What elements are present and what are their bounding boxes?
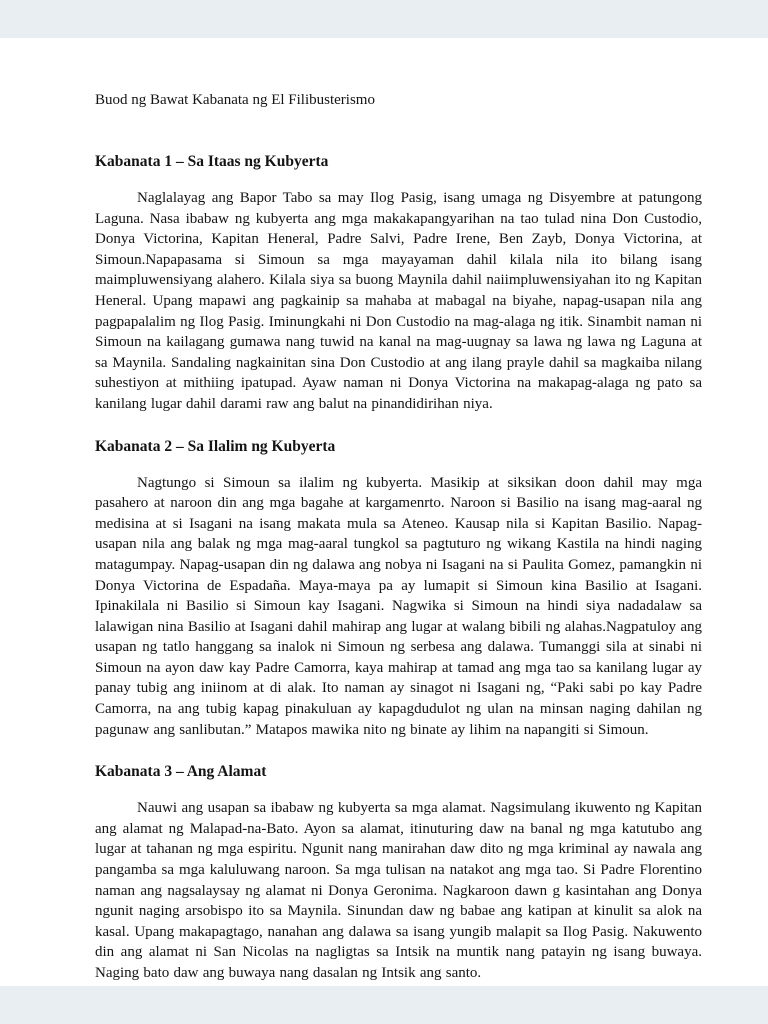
document-title: Buod ng Bawat Kabanata ng El Filibusterismo <box>95 92 375 108</box>
chapter-section-3 <box>95 762 702 983</box>
chapter-2-summary-text: Nagtungo si Simoun sa ilalim ng kubyerta. Masikip at siksikan doon dahil may mga pasahero at naroon din ang mga bagahe at kargamenrto. Naroon si Basilio na isang mag-aaral ng medisina at si Isagani na isang makata mula sa Ateneo. Kausap nila si Kapitan Basilio. Napag-usapan nila ang balak ng mga mag-aaral tungkol sa pagtuturo ng wikang Kastila na hindi naging matagumpay. Napag-usapan din ng dalawa ang nobya ni Isagani na si Paulita Gomez, pamangkin ni Donya Victorina de Espadaña. Maya-maya pa ay lumapit si Simoun kina Basilio at Isagani. Ipinakilala ni Basilio si Simoun kay Isagani. Nagwika si Simoun na hindi siya nadadalaw sa lalawigan nina Basilio at Isagani dahil mahirap ang lugar at walang bibili ng alahas.Nagpatuloy ang usapan ng tatlo hanggang sa inalok ni Simoun ng serbesa ang dalawa. Tumanggi sila at sinabi ni Simoun na ayon daw kay Padre Camorra, kaya mahirap at tamad ang mga tao sa kanilang lugar ay panay tubig ang iniinom at di alak. Ito naman ay sinagot ni Isagani ng, “Paki sabi po kay Padre Camorra, na ang tubig kapag pinakuluan ay kapagdudulot ng ulan na minsan naging dahilan ng pagunaw ang sanlibutan.” Matapos mawika nito ng binate ay lihim na napangiti si Simoun. <box>95 474 702 738</box>
chapter-section-1 <box>95 152 702 415</box>
chapter-2-heading: Kabanata 2 – Sa Ilalim ng Kubyerta <box>95 437 336 455</box>
chapter-1-heading: Kabanata 1 – Sa Itaas ng Kubyerta <box>95 153 329 170</box>
chapter-1-summary-text: Naglalayag ang Bapor Tabo sa may Ilog Pasig, isang umaga ng Disyembre at patungong Laguna. Nasa ibabaw ng kubyerta ang mga makakapangyarihan na tao tulad nina Don Custodio, Donya Victorina, Kapitan Heneral, Padre Salvi, Padre Irene, Ben Zayb, Donya Victorina, at Simoun.Napapasama si Simoun sa mga mayayaman dahil kilala nila ito bilang isang maimpluwensiyang alahero. Kilala siya sa buong Maynila dahil naiimpluwensiyahan ito ng Kapitan Heneral. Upang mapawi ang pagkainip sa mahaba at mabagal na biyahe, napag-usapan nila ang pagpapalalim ng Ilog Pasig. Iminungkahi ni Don Custodio na mag-alaga ng itik. Sinambit naman ni Simoun na kailagang gumawa nang tuwid na kanal na mag-uugnay sa lawa ng lawa ng Laguna at sa Maynila. Sandaling nagkainitan sina Don Custodio at ang ilang prayle dahil sa magkaiba nilang suhestiyon at mithiing ipatupad. Ayaw naman ni Donya Victorina na makapag-alaga ng pato sa kanilang lugar dahil darami raw ang balut na pinandidirihan niya. <box>95 190 702 412</box>
document-page <box>0 38 768 986</box>
chapter-3-heading: Kabanata 3 – Ang Alamat <box>95 763 267 781</box>
chapter-section-2 <box>95 437 702 741</box>
chapter-3-summary-text: Nauwi ang usapan sa ibabaw ng kubyerta sa mga alamat. Nagsimulang ikuwento ng Kapitan ang alamat ng Malapad-na-Bato. Ayon sa alamat, itinuturing daw na banal ng mga katutubo ang lugar at tahanan ng mga espiritu. Ngunit nang manirahan daw dito ng mga kriminal ay nawala ang pangamba sa mga kaluluwang naroon. Sa mga tulisan na natakot ang mga tao. Si Padre Florentino naman ang nagsalaysay ng alamat ni Donya Geronima. Nagkaroon dawn g kasintahan ang Donya ngunit naging arsobispo ito sa Maynila. Sinundan daw ng babae ang katipan at kinulit sa alok na kasal. Upang makapagtago, nanahan ang dalawa sa isang yungib malapit sa Ilog Pasig. Nakuwento din ang alamat ni San Nicolas na nagligtas sa Intsik na muntik nang patayin ng isang buwaya. Naging bato daw ang buwaya nang dasalan ng Intsik ang santo. <box>95 800 702 981</box>
